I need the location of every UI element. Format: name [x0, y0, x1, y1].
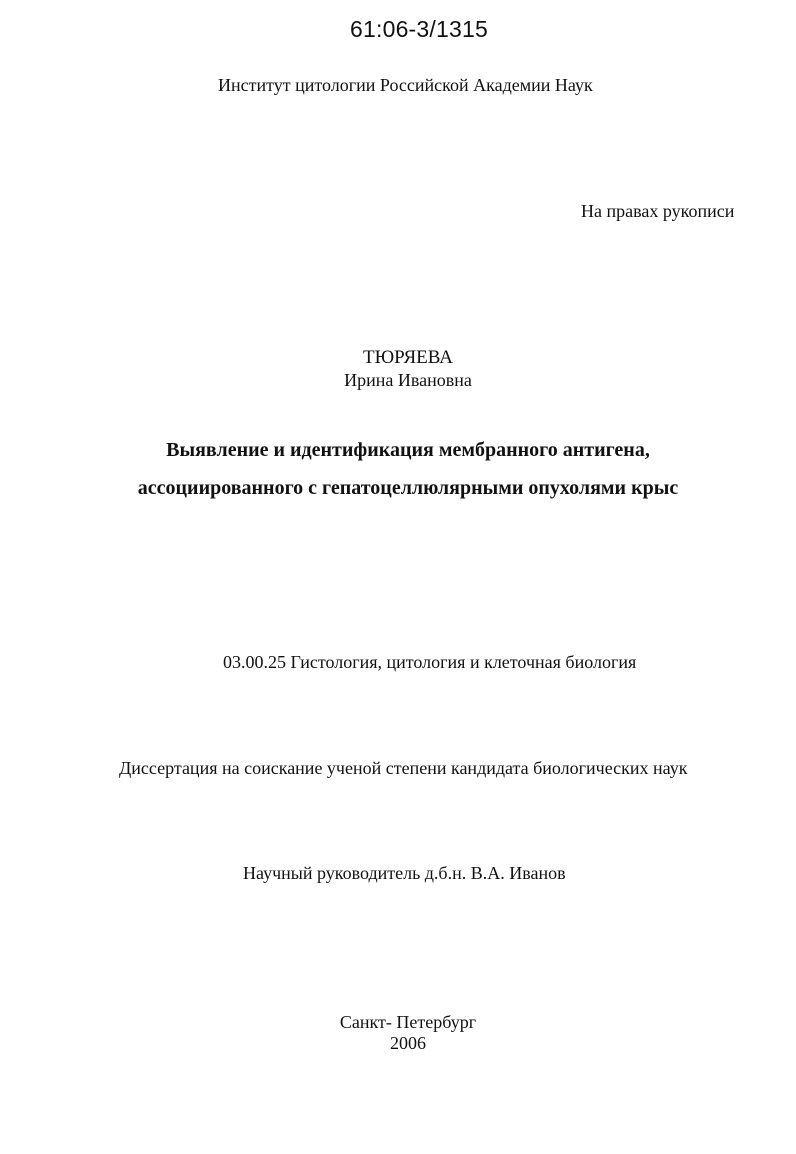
year: 2006	[390, 1033, 426, 1053]
rights-note: На правах рукописи	[581, 201, 735, 221]
institute-name: Институт цитологии Российской Академии Наук	[218, 75, 593, 95]
specialty-code: 03.00.25 Гистология, цитология и клеточная биология	[223, 652, 637, 672]
degree-statement: Диссертация на соискание ученой степени кандидата биологических наук	[119, 758, 688, 778]
author-given-names: Ирина Ивановна	[344, 370, 472, 390]
thesis-title-line-2: ассоциированного с гепатоцеллюлярными опухолями крыс	[137, 477, 679, 499]
author-surname: ТЮРЯЕВА	[363, 347, 453, 368]
catalog-code: 61:06-3/1315	[350, 16, 488, 42]
city: Санкт- Петербург	[339, 1012, 477, 1032]
supervisor: Научный руководитель д.б.н. В.А. Иванов	[243, 863, 566, 883]
thesis-title-line-1: Выявление и идентификация мембранного антигена,	[166, 439, 650, 461]
